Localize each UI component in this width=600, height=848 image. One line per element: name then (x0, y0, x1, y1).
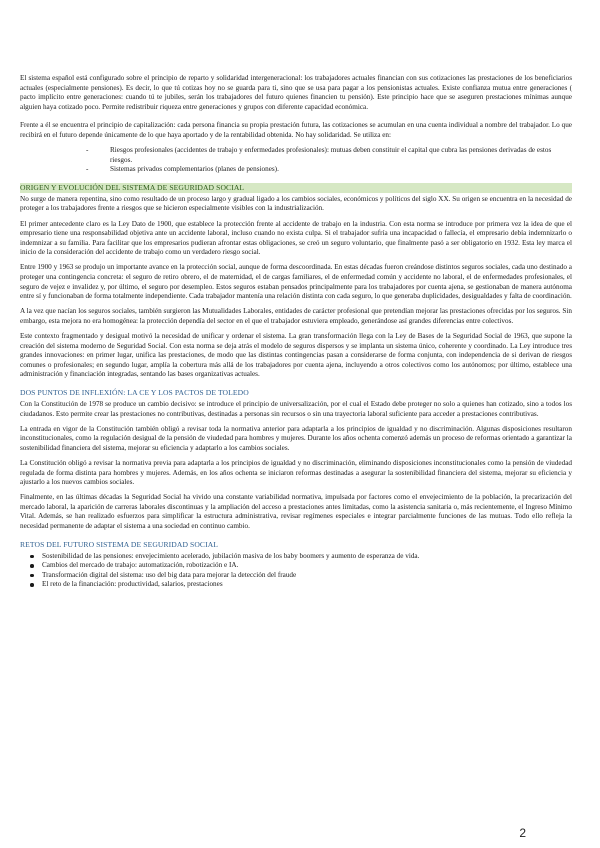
section-heading-origen: ORIGEN Y EVOLUCIÓN DEL SISTEMA DE SEGURIDAD SOCIAL (20, 183, 572, 193)
document-page (20, 74, 572, 590)
intro-paragraph-reparto: El sistema español está configurado sobre el principio de reparto y solidaridad intergeneracional: los trabajadores actuales financian con sus cotizaciones las prestaciones de los beneficiarios actuales (especialmente pensiones). Es decir, lo que tú cotizas hoy no se guarda para ti, sino que se usa para pagar a los pensionistas actuales. Existe confianza mutua entre generaciones ( pacto implícito entre generaciones: cuando tú te jubiles, serán los trabajadores del futuro quienes financien tu pensión). Este principio hace que se aseguren prestaciones mínimas aunque alguien haya cotizado poco. Permite redistribuir riqueza entre generaciones y grupos con diferente capacidad económica. (20, 74, 572, 111)
origen-paragraph: Entre 1900 y 1963 se produjo un importante avance en la protección social, aunque de forma descoordinada. En estas décadas fueron creándose distintos seguros sociales, cada uno destinado a proteger una contingencia concreta: el seguro de retiro obrero, el de maternidad, el de cargas familiares, el de enfermedad común y accidente no laboral, el de enfermedades profesionales, el seguro de vejez e invalidez y, por último, el seguro por desempleo. Estos seguros estaban pensados principalmente para los trabajadores por cuenta ajena, se gestionaban de manera autónoma entre sí y funcionaban de forma totalmente independiente. Cada trabajador mantenía una relación distinta con cada seguro, lo que generaba duplicidades, desigualdades y falta de coordinación. (20, 263, 572, 301)
section-heading-retos: RETOS DEL FUTURO SISTEMA DE SEGURIDAD SOCIAL (20, 539, 219, 549)
puntos-paragraph: La entrada en vigor de la Constitución también obligó a revisar toda la normativa anterior para adaptarla a los principios de igualdad y no discriminación. Algunas disposiciones resultaron inconstitucionales, como la regulación desigual de la pensión de viudedad para hombres y mujeres. Durante los años ochenta comenzó además un proceso de reformas orientado a garantizar la sostenibilidad financiera del sistema, mejorar su eficiencia y adaptarlo a los cambios sociales. (20, 424, 572, 452)
puntos-paragraph: Con la Constitución de 1978 se produce un cambio decisivo: se introduce el principio de universalización, por el cual el Estado debe proteger no solo a quienes han cotizado, sino a todos los ciudadanos. Esto permite crear las prestaciones no contributivas, destinadas a personas sin recursos o sin una trayectoria laboral suficiente para acceder a prestaciones contributivas. (20, 399, 572, 418)
bullet-item: Sostenibilidad de las pensiones: envejecimiento acelerado, jubilación masiva de los baby boomers y aumento de esperanza de vida. (42, 552, 572, 562)
puntos-paragraph: La Constitución obligó a revisar la normativa previa para adaptarla a los principios de igualdad y no discriminación, eliminando disposiciones inconstitucionales como la pensión de viudedad regulada de forma distinta para hombres y mujeres. Además, en los años ochenta se iniciaron reformas destinadas a asegurar la sostenibilidad financiera del sistema, mejorar su eficiencia y ajustarlo a los nuevos cambios sociales. (20, 458, 572, 487)
origen-paragraph: No surge de manera repentina, sino como resultado de un proceso largo y gradual ligado a los cambios sociales, económicos y políticos del siglo XX. Su origen se encuentra en la necesidad de proteger a los trabajadores frente a riesgos que se hicieron especialmente visibles con la industrialización. (20, 194, 572, 213)
dash-list (20, 146, 572, 175)
puntos-paragraph: Finalmente, en las últimas décadas la Seguridad Social ha vivido una constante variabilidad normativa, impulsada por factores como el envejecimiento de la población, la precarización del mercado laboral, la aparición de carreras laborales discontinuas y la ampliación del acceso a prestaciones antes limitadas, como la asistencia sanitaria o, más recientemente, el Ingreso Mínimo Vital. Además, se han realizado esfuerzos para simplificar la estructura administrativa, revisar regímenes especiales e integrar parcialmente funciones de las mutuas. Todo ello refleja la necesidad permanente de adaptar el sistema a una sociedad en continuo cambio. (20, 493, 572, 530)
page-number: 2 (519, 826, 526, 840)
origen-paragraph: El primer antecedente claro es la Ley Dato de 1900, que establece la protección frente al accidente de trabajo en la industria. Con esta norma se introduce por primera vez la idea de que el empresario tiene una responsabilidad objetiva ante un accidente laboral, incluso cuando no exista culpa. Si el trabajador sufría una incapacidad o fallecía, el empresario debía indemnizarlo o indemnizar a su familia. Para facilitar que los empresarios pudieran afrontar estas obligaciones, se creó un seguro voluntario, que finalmente pasó a ser obligatorio en 1932. Esta ley marca el inicio de la consideración del accidente de trabajo como un verdadero riesgo social. (20, 219, 572, 257)
retos-bullet-list (20, 552, 572, 590)
origen-paragraph: Este contexto fragmentado y desigual motivó la necesidad de unificar y ordenar el sistema. La gran transformación llega con la Ley de Bases de la Seguridad Social de 1963, que supone la creación del sistema moderno de Seguridad Social. Con esta norma se deja atrás el modelo de seguros dispersos y se implanta un sistema único, coherente y coordinado. La Ley introduce tres grandes innovaciones: en primer lugar, unifica las prestaciones, de modo que las distintas contingencias pasan a considerarse de forma conjunta, con independencia de si derivan de riesgos comunes o profesionales; en segundo lugar, amplía la cobertura más allá de los trabajadores por cuenta ajena, incluyendo a otros colectivos como los autónomos; por último, establece una administración y financiación integradas, sentando las bases organizativas actuales. (20, 331, 572, 379)
origen-paragraph: A la vez que nacían los seguros sociales, también surgieron las Mutualidades Laborales, entidades de carácter profesional que pretendían mejorar las prestaciones ofrecidas por los seguros. Sin embargo, esta mejora no era homogénea: la protección dependía del sector en el que el trabajador estuviera empleado, generándose así grandes diferencias entre colectivos. (20, 307, 572, 325)
bullet-item: Cambios del mercado de trabajo: automatización, robotización e IA. (42, 561, 572, 571)
section-heading-puntos: DOS PUNTOS DE INFLEXIÓN: LA CE Y LOS PACTOS DE TOLEDO (20, 387, 249, 397)
bullet-item: El reto de la financiación: productividad, salarios, prestaciones (42, 580, 572, 590)
dash-list-item: - Sistemas privados complementarios (planes de pensiones). (110, 165, 572, 175)
intro-paragraph-capitalizacion: Frente a él se encuentra el principio de capitalización: cada persona financia su propia prestación futura, las cotizaciones se acumulan en una cuenta individual a nombre del trabajador. Lo que recibirá en el futuro depende únicamente de lo que haya aportado y de la rentabilidad obtenida. No hay solidaridad. Se utiliza en: (20, 121, 572, 139)
dash-list-item: - Riesgos profesionales (accidentes de trabajo y enfermedades profesionales): mutuas deben constituir el capital que cubra las pensiones derivadas de estos riesgos. (110, 146, 572, 165)
bullet-item: Transformación digital del sistema: uso del big data para mejorar la detección del fraude (42, 571, 572, 581)
